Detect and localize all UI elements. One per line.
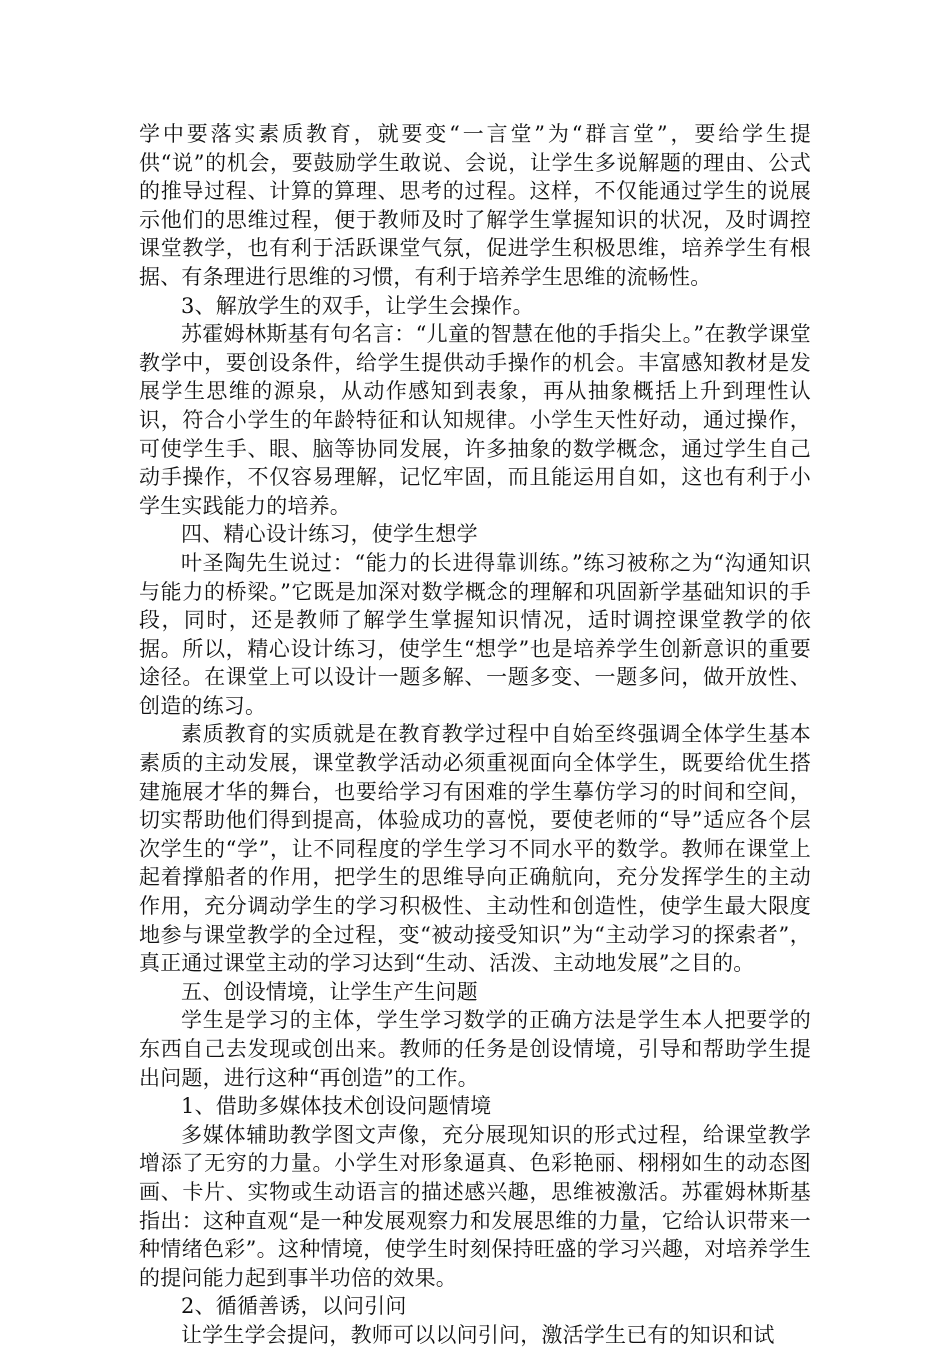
heading-section-five: 五、创设情境，让学生产生问题	[181, 979, 478, 1004]
heading-guidance: 2、循循善诱，以问引问	[181, 1294, 407, 1319]
paragraph-ye-shengtao: 叶圣陶先生说过：“能力的长进得靠训练。”练习被称之为“沟通知识与能力的桥梁。”它既是加深对数学概念的理解和巩固新学基础知识的手段，同时，还是教师了解学生掌握知识情况，适时调控课堂教学的依据。所以，精心设计练习，使学生“想学”也是培养学生创新意识的重要途径。在课堂上可以设计一题多解、一题多变、一题多问，做开放性、创造的练习。	[139, 550, 811, 718]
paragraph-intro: 学中要落实素质教育，就要变“一言堂”为“群言堂”，要给学生提供“说”的机会，要鼓励学生敢说、会说，让学生多说解题的理由、公式的推导过程、计算的算理、思考的过程。这样，不仅能通过学生的说展示他们的思维过程，便于教师及时了解学生掌握知识的状况，及时调控课堂教学，也有利于活跃课堂气氛，促进学生积极思维，培养学生有根据、有条理进行思维的习惯，有利于培养学生思维的流畅性。	[139, 122, 811, 289]
document-page	[139, 120, 811, 1350]
paragraph-suhomlinsky-hands: 苏霍姆林斯基有句名言：“儿童的智慧在他的手指尖上。”在教学课堂教学中，要创设条件，给学生提供动手操作的机会。丰富感知教材是发展学生思维的源泉，从动作感知到表象，再从抽象概括上升到理性认识，符合小学生的年龄特征和认知规律。小学生天性好动，通过操作，可使学生手、眼、脑等协同发展，许多抽象的数学概念，通过学生自己动手操作，不仅容易理解，记忆牢固，而且能运用自如，这也有利于小学生实践能力的培养。	[139, 322, 811, 518]
paragraph-quality-education: 素质教育的实质就是在教育教学过程中自始至终强调全体学生基本素质的主动发展，课堂教学活动必须重视面向全体学生，既要给优生搭建施展才华的舞台，也要给学习有困难的学生摹仿学习的时间和空间， 切实帮助他们得到提高，体验成功的喜悦，要使老师的“导”适应各个层次学生的“学”，让不同程度的学生学习不同水平的数学。教师在课堂上起着撑船者的作用，把学生的思维导向正确航向，充分发挥学生的主动作用，充分调动学生的学习积极性、主动性和创造性，使学生最大限度地参与课堂教学的全过程，变“被动接受知识”为“主动学习的探索者”，真正通过课堂主动的学习达到“生动、活泼、主动地发展”之目的。	[139, 722, 811, 976]
heading-section-four: 四、精心设计练习，使学生想学	[181, 522, 478, 547]
paragraph-questioning: 让学生学会提问，教师可以以问引问，激活学生已有的知识和试	[181, 1322, 775, 1347]
paragraph-multimedia: 多媒体辅助教学图文声像，充分展现知识的形式过程，给课堂教学增添了无穷的力量。小学生对形象逼真、色彩艳丽、栩栩如生的动态图画、卡片、实物或生动语言的描述感兴趣，思维被激活。苏霍姆林斯基指出：这种直观“是一种发展观察力和发展思维的力量，它给认识带来一种情绪色彩”。这种情境，使学生时刻保持旺盛的学习兴趣，对培养学生的提问能力起到事半功倍的效果。	[139, 1122, 811, 1290]
paragraph-student-subject: 学生是学习的主体，学生学习数学的正确方法是学生本人把要学的东西自己去发现或创出来。教师的任务是创设情境，引导和帮助学生提出问题，进行这种“再创造”的工作。	[139, 1008, 811, 1090]
heading-operation: 3、解放学生的双手，让学生会操作。	[181, 293, 534, 318]
heading-multimedia: 1、借助多媒体技术创设问题情境	[181, 1094, 492, 1119]
